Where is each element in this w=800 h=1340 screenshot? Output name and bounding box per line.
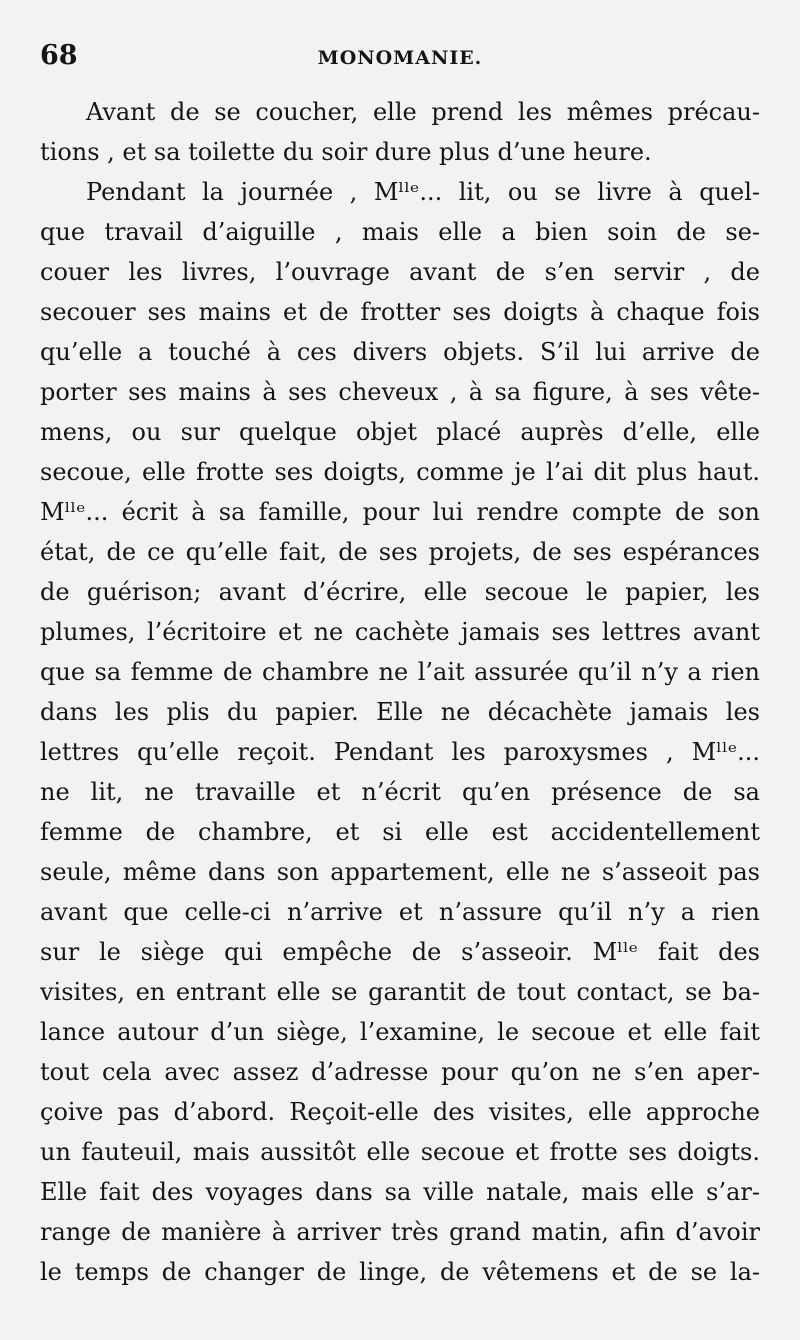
text-line: plumes, l’écritoire et ne cachète jamais ses lettres avant — [40, 618, 760, 646]
text-line: secouer ses mains et de frotter ses doigts à chaque fois — [40, 298, 760, 326]
text-line: lance autour d’un siège, l’examine, le secoue et elle fait — [40, 1018, 760, 1046]
text-line: çoive pas d’abord. Reçoit-elle des visites, elle approche — [40, 1098, 760, 1126]
text-line: un fauteuil, mais aussitôt elle secoue et frotte ses doigts. — [40, 1138, 760, 1166]
page-header — [40, 40, 760, 80]
text-line: couer les livres, l’ouvrage avant de s’en servir , de — [40, 258, 760, 286]
text-line: dans les plis du papier. Elle ne décachète jamais les — [40, 698, 760, 726]
text-line: état, de ce qu’elle fait, de ses projets, de ses espérances — [40, 538, 760, 566]
text-line: Mˡˡᵉ... écrit à sa famille, pour lui rendre compte de son — [40, 498, 760, 526]
text-line: de guérison; avant d’écrire, elle secoue le papier, les — [40, 578, 760, 606]
text-line: sur le siège qui empêche de s’asseoir. Mˡˡᵉ fait des — [40, 938, 760, 966]
text-line: tout cela avec assez d’adresse pour qu’on ne s’en aper- — [40, 1058, 760, 1086]
text-line: Pendant la journée , Mˡˡᵉ... lit, ou se livre à quel- — [86, 178, 760, 206]
body-text — [40, 92, 760, 1292]
text-line: range de manière à arriver très grand matin, afin d’avoir — [40, 1218, 760, 1246]
running-title: MONOMANIE. — [317, 47, 483, 69]
text-line: seule, même dans son appartement, elle ne s’asseoit pas — [40, 858, 760, 886]
page-number: 68 — [40, 40, 78, 71]
text-line: Avant de se coucher, elle prend les mêmes précau- — [86, 98, 760, 126]
text-line: visites, en entrant elle se garantit de tout contact, se ba- — [40, 978, 760, 1006]
text-line: femme de chambre, et si elle est accidentellement — [40, 818, 760, 846]
text-line: Elle fait des voyages dans sa ville natale, mais elle s’ar- — [40, 1178, 760, 1206]
text-line: mens, ou sur quelque objet placé auprès d’elle, elle — [40, 418, 760, 446]
text-line: que travail d’aiguille , mais elle a bien soin de se- — [40, 218, 760, 246]
text-line: porter ses mains à ses cheveux , à sa figure, à ses vête- — [40, 378, 760, 406]
text-line: avant que celle-ci n’arrive et n’assure qu’il n’y a rien — [40, 898, 760, 926]
text-line: secoue, elle frotte ses doigts, comme je l’ai dit plus haut. — [40, 458, 760, 486]
text-line: lettres qu’elle reçoit. Pendant les paroxysmes , Mˡˡᵉ... — [40, 738, 760, 766]
text-line: le temps de changer de linge, de vêtemens et de se la- — [40, 1258, 760, 1286]
text-line: tions , et sa toilette du soir dure plus d’une heure. — [40, 138, 652, 166]
text-line: ne lit, ne travaille et n’écrit qu’en présence de sa — [40, 778, 760, 806]
text-line: que sa femme de chambre ne l’ait assurée qu’il n’y a rien — [40, 658, 760, 686]
text-line: qu’elle a touché à ces divers objets. S’il lui arrive de — [40, 338, 760, 366]
